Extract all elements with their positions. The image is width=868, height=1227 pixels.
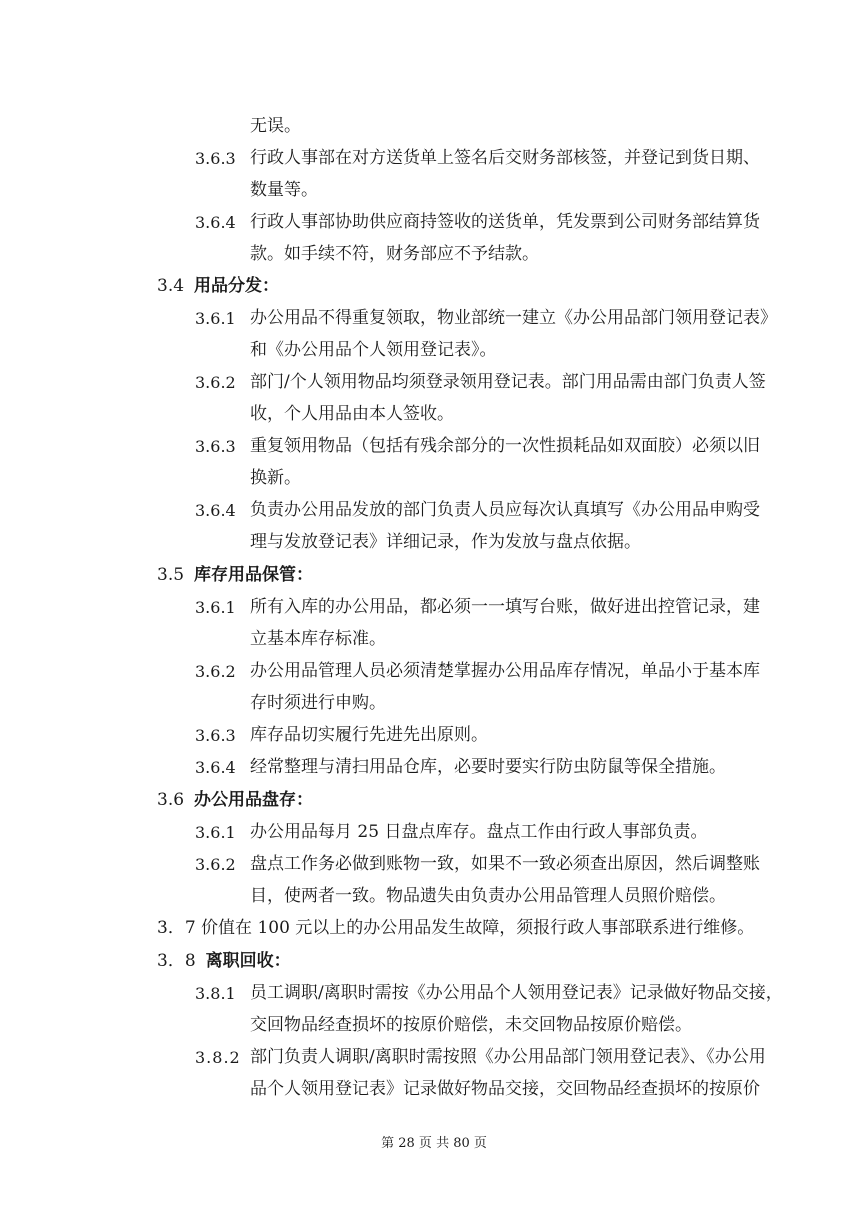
- item-text: 盘点工作务必做到账物一致，如果不一致必须查出原因，然后调整账: [250, 854, 760, 874]
- item-text: 理与发放登记表》详细记录，作为发放与盘点依据。: [250, 532, 641, 552]
- item-number: 3.6.2: [195, 373, 236, 392]
- item-text: 库存品切实履行先进先出原则。: [250, 725, 488, 745]
- item-text: 立基本库存标准。: [250, 629, 386, 649]
- item-number: 3.6.1: [195, 309, 236, 328]
- item-text: 行政人事部协助供应商持签收的送货单，凭发票到公司财务部结算货: [250, 212, 760, 232]
- item-number: 3.6.2: [195, 662, 236, 681]
- item-text: 经常整理与清扫用品仓库，必要时要实行防虫防鼠等保全措施。: [250, 757, 726, 777]
- item-text: 部门负责人调职/离职时需按照《办公用品部门领用登记表》、《办公用: [250, 1047, 766, 1067]
- item-number: 3.6.1: [195, 598, 236, 617]
- item-number: 3.6.3: [195, 437, 236, 456]
- section-title: 办公用品盘存：: [194, 790, 314, 810]
- item-text: 款。如手续不符，财务部应不予结款。: [250, 244, 539, 264]
- item-number: 3.8.2: [195, 1048, 241, 1067]
- section-heading: [157, 949, 291, 973]
- section-number: 3.6: [157, 790, 185, 810]
- page-footer: 第 28 页 共 80 页: [381, 1136, 487, 1151]
- section-title: 离职回收：: [205, 951, 291, 971]
- item-text: 重复领用物品（包括有残余部分的一次性损耗品如双面胶）必须以旧: [250, 436, 760, 456]
- item-text: 行政人事部在对方送货单上签名后交财务部核签，并登记到货日期、: [250, 148, 760, 168]
- section-title: 库存用品保管：: [194, 565, 314, 585]
- item-number: 3.6.4: [195, 501, 236, 520]
- item-text: 办公用品管理人员必须清楚掌握办公用品库存情况，单品小于基本库: [250, 661, 760, 681]
- section-title: 用品分发：: [194, 276, 280, 296]
- section-heading: [157, 274, 279, 298]
- item-number: 3.6.4: [195, 213, 236, 232]
- item-text: 存时须进行申购。: [250, 693, 386, 713]
- section-number: 3．8: [157, 951, 196, 971]
- item-text: 收，个人用品由本人签收。: [250, 404, 454, 424]
- item-text: 办公用品每月 25 日盘点库存。盘点工作由行政人事部负责。: [250, 822, 708, 842]
- item-text: 换新。: [250, 468, 301, 488]
- item-number: 3.6.3: [195, 149, 236, 168]
- item-text: 交回物品经查损坏的按原价赔偿，未交回物品按原价赔偿。: [250, 1015, 692, 1035]
- item-text: 品个人领用登记表》记录做好物品交接，交回物品经查损坏的按原价: [250, 1079, 760, 1099]
- section-heading: [157, 788, 313, 812]
- clause-3-7: [157, 916, 754, 940]
- item-text: 员工调职/离职时需按《办公用品个人领用登记表》记录做好物品交接，: [250, 983, 783, 1003]
- item-number: 3.6.1: [195, 823, 236, 842]
- continuation-text: 无误。: [250, 116, 301, 136]
- item-text: 办公用品不得重复领取，物业部统一建立《办公用品部门领用登记表》: [250, 308, 777, 328]
- item-number: 3.8.1: [195, 984, 236, 1003]
- item-text: 部门/个人领用物品均须登录领用登记表。部门用品需由部门负责人签: [250, 372, 766, 392]
- section-number: 3.4: [157, 276, 185, 296]
- clause-text: 价值在 100 元以上的办公用品发生故障，须报行政人事部联系进行维修。: [201, 918, 755, 938]
- clause-number: 3．7: [157, 918, 196, 938]
- item-text: 数量等。: [250, 180, 318, 200]
- item-number: 3.6.2: [195, 855, 236, 874]
- section-heading: [157, 563, 313, 587]
- item-text: 目，使两者一致。物品遗失由负责办公用品管理人员照价赔偿。: [250, 886, 726, 906]
- item-text: 所有入库的办公用品，都必须一一填写台账，做好进出控管记录，建: [250, 597, 760, 617]
- item-number: 3.6.3: [195, 726, 236, 745]
- item-number: 3.6.4: [195, 758, 236, 777]
- item-text: 负责办公用品发放的部门负责人员应每次认真填写《办公用品申购受: [250, 500, 760, 520]
- section-number: 3.5: [157, 565, 185, 585]
- item-text: 和《办公用品个人领用登记表》。: [250, 340, 497, 360]
